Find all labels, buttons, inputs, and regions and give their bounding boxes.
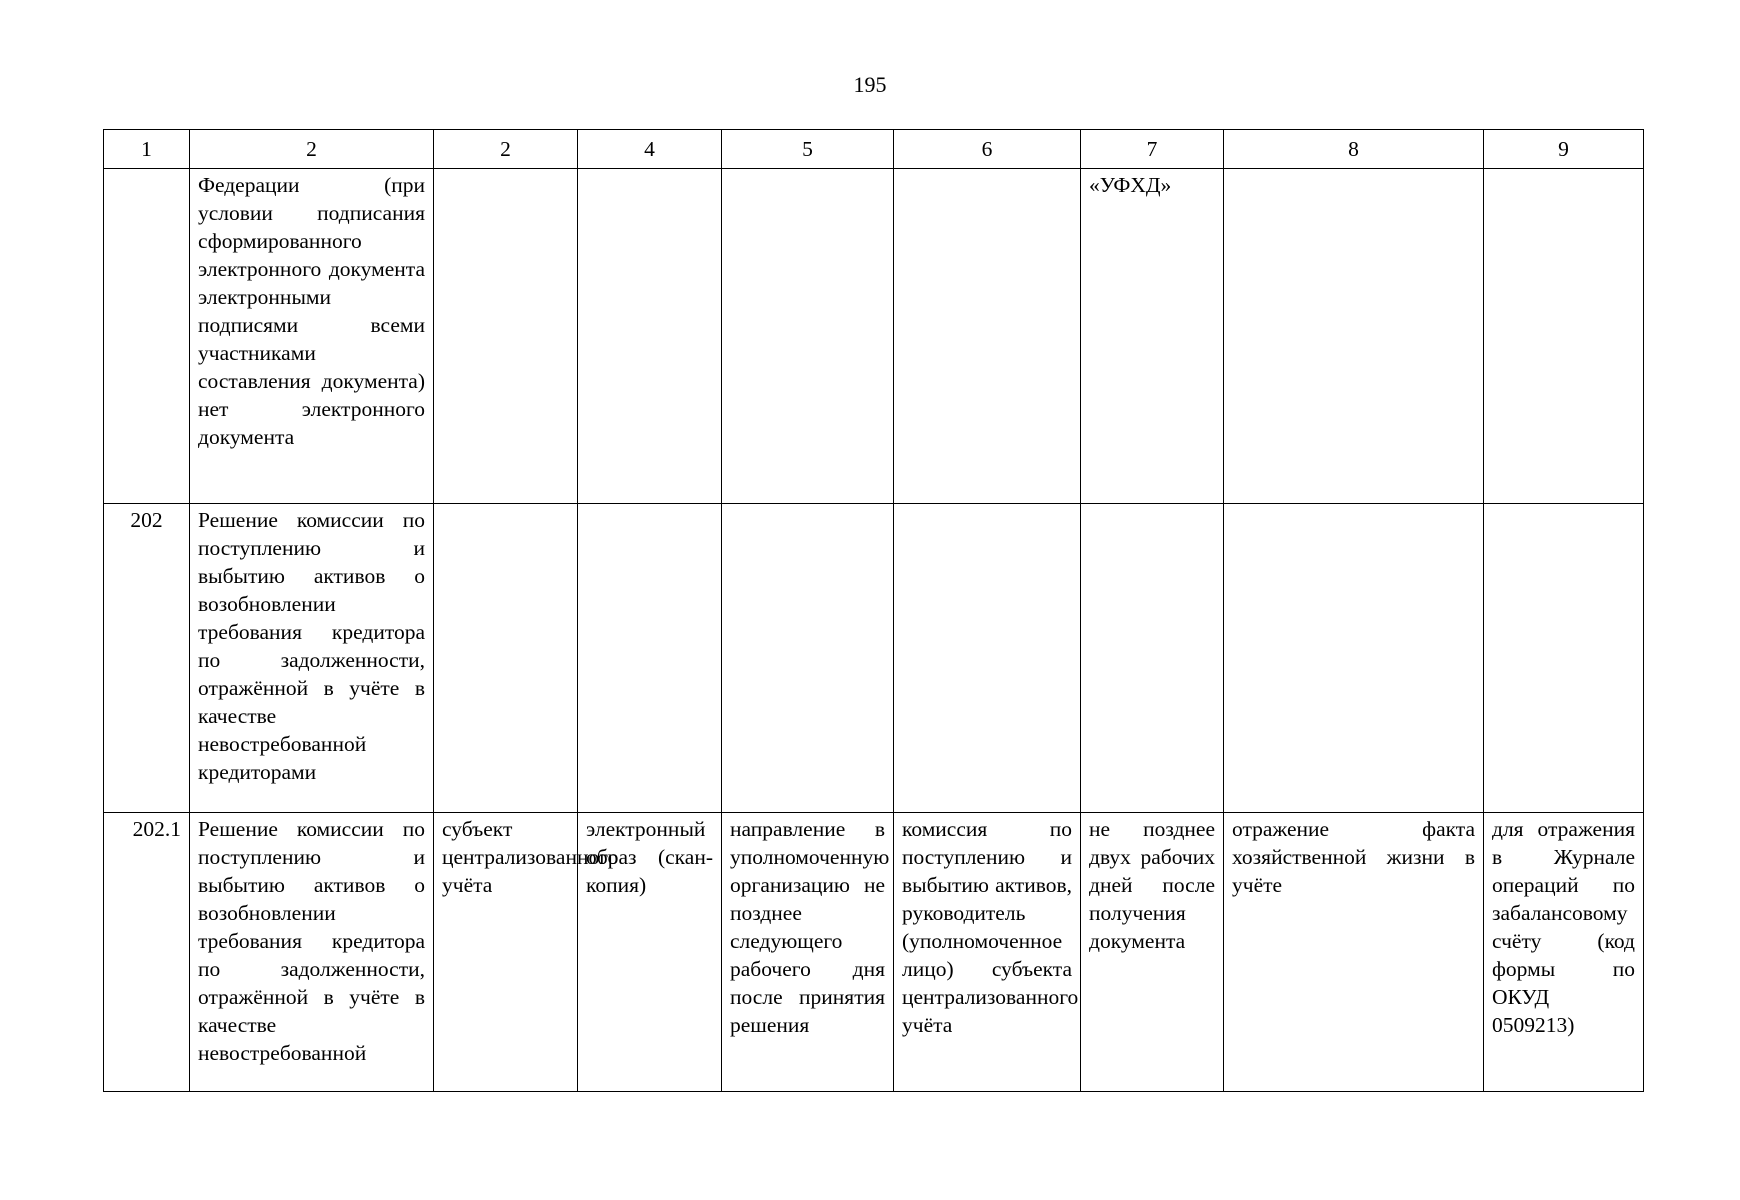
column-header: 6	[894, 130, 1081, 169]
table-cell	[1081, 504, 1224, 813]
table-cell	[1484, 169, 1644, 504]
document-table	[103, 129, 1644, 1092]
table-cell	[1224, 504, 1484, 813]
table-row	[104, 504, 1644, 813]
table-cell	[1484, 504, 1644, 813]
page-number: 195	[853, 72, 887, 97]
table-row	[104, 813, 1644, 1092]
table-cell: 202.1	[104, 813, 190, 1092]
table-cell: 202	[104, 504, 190, 813]
table-cell	[578, 169, 722, 504]
table-cell	[434, 169, 578, 504]
table-header-row	[104, 130, 1644, 169]
column-header: 5	[722, 130, 894, 169]
table-row	[104, 169, 1644, 504]
column-header: 1	[104, 130, 190, 169]
table-cell	[722, 504, 894, 813]
column-header: 7	[1081, 130, 1224, 169]
column-header: 2	[190, 130, 434, 169]
table-cell: «УФХД»	[1081, 169, 1224, 504]
table-cell	[434, 504, 578, 813]
table-cell	[894, 504, 1081, 813]
table-cell: субъект централизованного учёта	[434, 813, 578, 1092]
column-header: 8	[1224, 130, 1484, 169]
column-header: 4	[578, 130, 722, 169]
table-cell: Решение комиссии по поступлению и выбытию активов о возобновлении требования кредитора по задолженности, отражённой в учёте в качестве невостребованной	[190, 813, 434, 1092]
column-header: 9	[1484, 130, 1644, 169]
table-cell: Решение комиссии по поступлению и выбытию активов о возобновлении требования кредитора по задолженности, отражённой в учёте в качестве невостребованной кредиторами	[190, 504, 434, 813]
column-header: 2	[434, 130, 578, 169]
table-cell: направление в уполномоченную организацию не позднее следующего рабочего дня после принятия решения	[722, 813, 894, 1092]
table-cell	[722, 169, 894, 504]
table-cell	[894, 169, 1081, 504]
table-cell: комиссия по поступлению и выбытию активов, руководитель (уполномоченное лицо) субъекта централизованного учёта	[894, 813, 1081, 1092]
table-cell: не позднее двух рабочих дней после получения документа	[1081, 813, 1224, 1092]
table-cell: Федерации (при условии подписания сформированного электронного документа электронными подписями всеми участниками составления документа) нет электронного документа	[190, 169, 434, 504]
table-cell: для отражения в Журнале операций по забалансовому счёту (код формы по ОКУД 0509213)	[1484, 813, 1644, 1092]
table-cell: электронный образ (скан-копия)	[578, 813, 722, 1092]
table-cell	[578, 504, 722, 813]
table-cell: отражение факта хозяйственной жизни в учёте	[1224, 813, 1484, 1092]
table-cell	[1224, 169, 1484, 504]
table-cell	[104, 169, 190, 504]
